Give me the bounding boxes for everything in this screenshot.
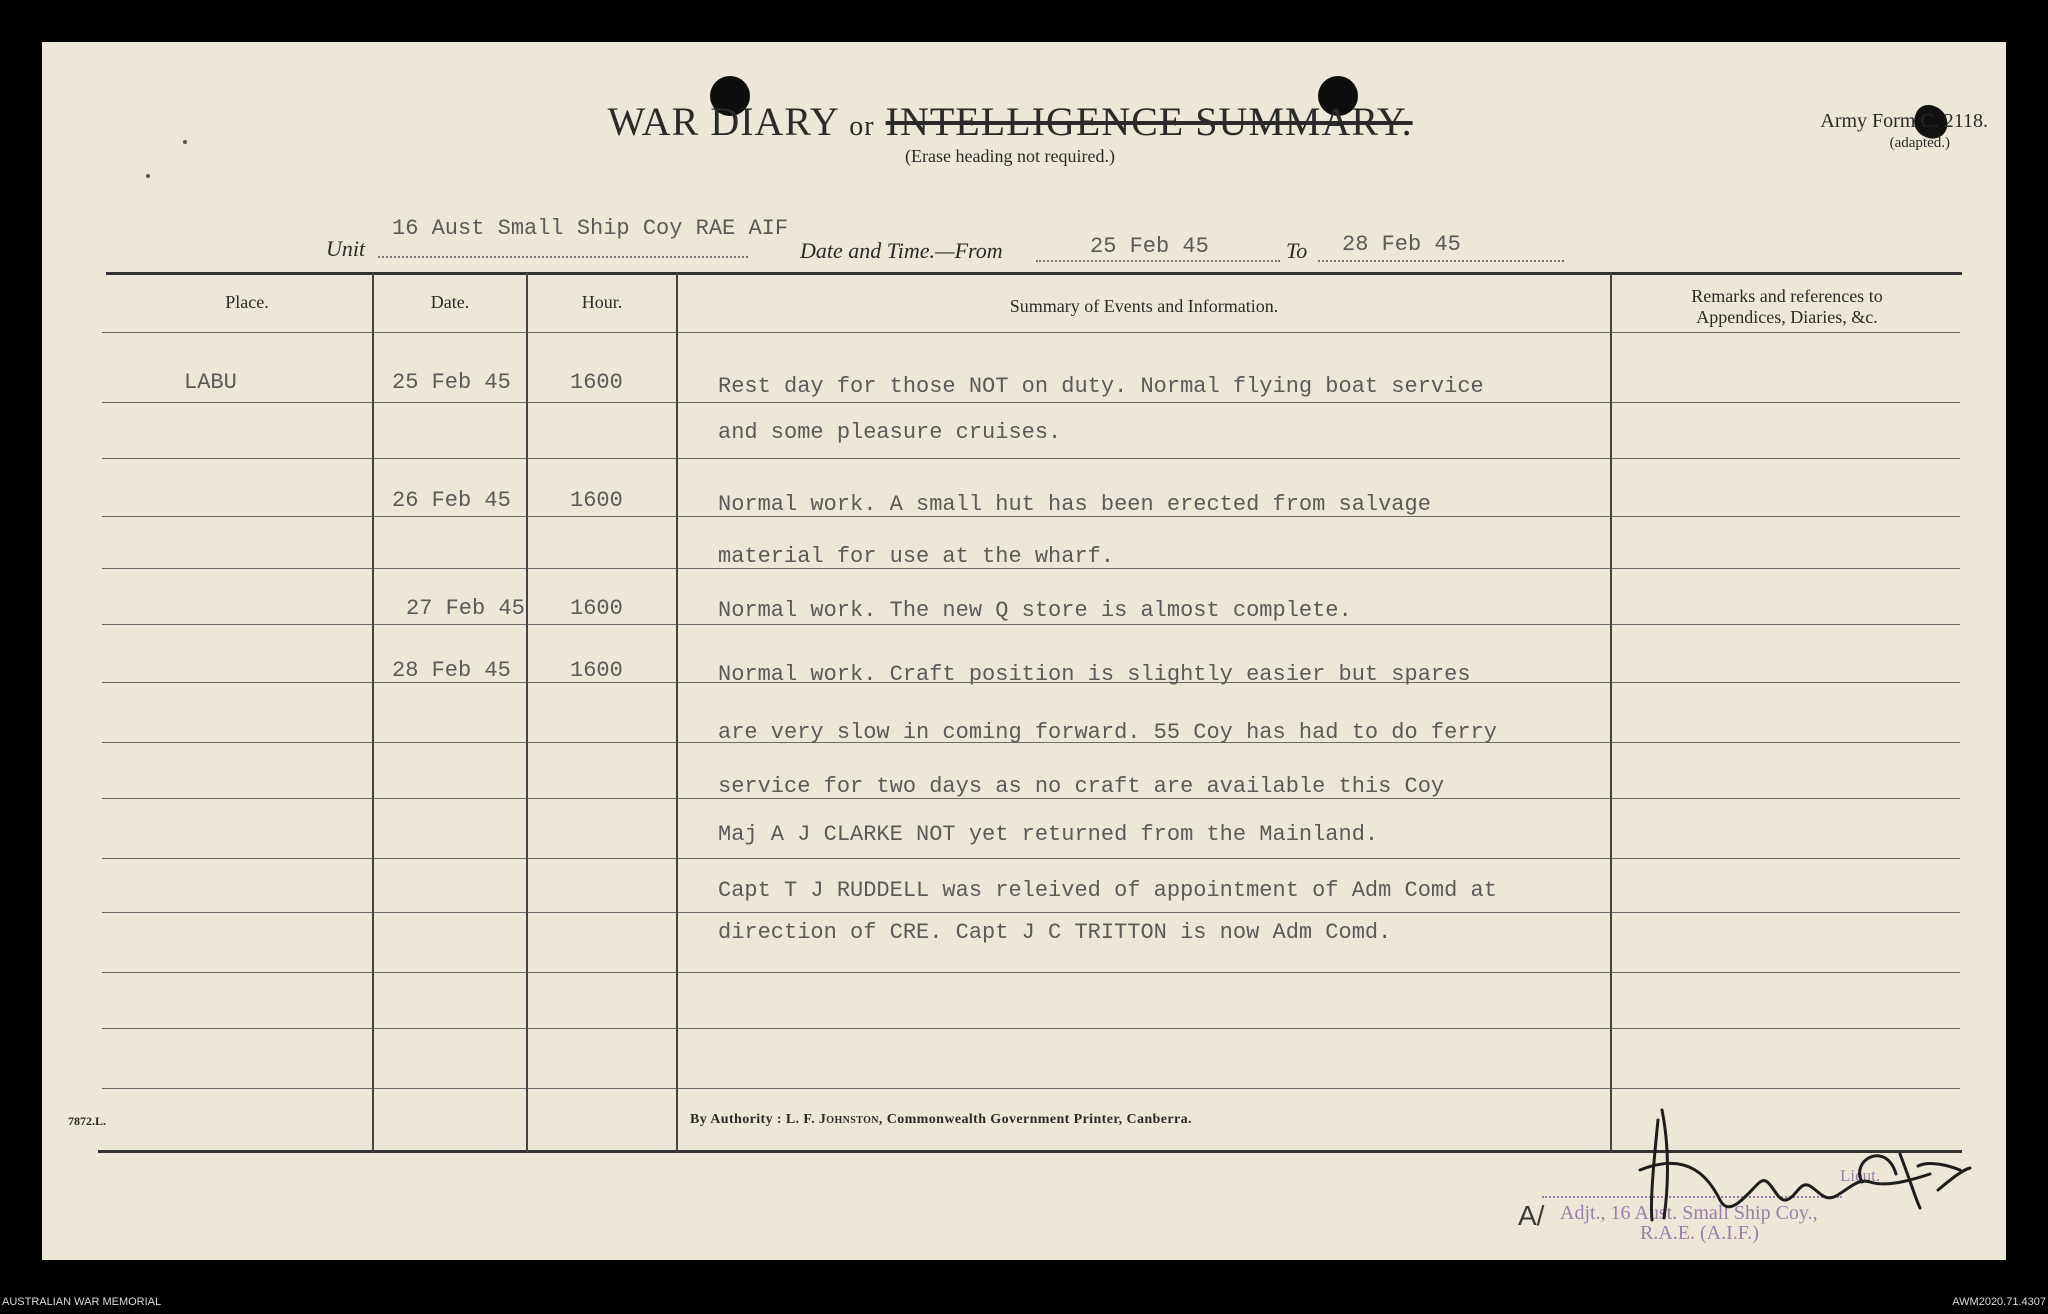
entry-hour: 1600 [570, 370, 623, 395]
authority-name: L. F. Johnston, [785, 1112, 883, 1127]
entry-line: Normal work. Craft position is slightly easier but spares [718, 662, 1471, 687]
entry-place: LABU [184, 370, 237, 395]
entry-date: 25 Feb 45 [392, 370, 511, 395]
unit-value: 16 Aust Small Ship Coy RAE AIF [392, 216, 789, 241]
header-remarks-line1: Remarks and references to [1691, 286, 1883, 306]
army-form-number: Army Form C. 2118. [1820, 110, 1988, 132]
form-code: 7872.L. [68, 1114, 107, 1128]
entry-line: Capt T J RUDDELL was releived of appointment of Adm Comd at [718, 878, 1497, 903]
header-summary: Summary of Events and Information. [1009, 296, 1279, 316]
paper-speck [183, 140, 187, 144]
entry-hour: 1600 [570, 658, 623, 683]
header-place: Place. [225, 292, 269, 312]
unit-label: Unit [326, 236, 366, 261]
stamp-lieut: Lieut. [1840, 1166, 1881, 1185]
title-war-diary: WAR DIARY [607, 99, 839, 144]
ruled-line [102, 1028, 1960, 1029]
entry-date: 26 Feb 45 [392, 488, 511, 513]
army-form-label [1820, 110, 1988, 154]
entry-line: service for two days as no craft are available this Coy [718, 774, 1445, 799]
column-divider-place [372, 272, 374, 1152]
ruled-line [102, 402, 1960, 403]
diary-table [62, 226, 1962, 1106]
authority-prefix: By Authority : [690, 1112, 782, 1127]
title-or: or [849, 111, 875, 142]
entry-line: Maj A J CLARKE NOT yet returned from the Mainland. [718, 822, 1379, 847]
entry-line: Normal work. A small hut has been erected from salvage [718, 492, 1431, 517]
entry-hour: 1600 [570, 596, 623, 621]
stamp-prefix: A/ [1518, 1200, 1545, 1231]
entry-line: and some pleasure cruises. [718, 420, 1062, 445]
entry-line: direction of CRE. Capt J C TRITTON is now Adm Comd. [718, 920, 1392, 945]
title-intelligence-summary: INTELLIGENCE SUMMARY. [885, 99, 1413, 144]
ruled-line [102, 858, 1960, 859]
stamp-rae-line: R.A.E. (A.I.F.) [1640, 1222, 1759, 1244]
ruled-line [102, 458, 1960, 459]
entry-line: Rest day for those NOT on duty. Normal flying boat service [718, 374, 1484, 399]
entry-date: 28 Feb 45 [392, 658, 511, 683]
entry-line: Normal work. The new Q store is almost complete. [718, 598, 1352, 623]
entry-hour: 1600 [570, 488, 623, 513]
stamp-adjt-line: Adjt., 16 Aust. Small Ship Coy., [1560, 1202, 1818, 1224]
army-form-adapted: (adapted.) [1889, 135, 1950, 151]
column-divider-summary [1610, 272, 1612, 1152]
entry-line: are very slow in coming forward. 55 Coy has had to do ferry [718, 720, 1497, 745]
column-divider-date [526, 272, 528, 1152]
accession-number: AWM2020.71.4307 [1952, 1296, 2046, 1308]
form-title [560, 98, 1460, 145]
header-remarks-line2: Appendices, Diaries, &c. [1696, 307, 1878, 327]
entry-line: material for use at the wharf. [718, 544, 1115, 569]
entry-date: 27 Feb 45 [406, 596, 525, 621]
paper-speck [146, 174, 150, 178]
authority-suffix: Commonwealth Government Printer, Canberra. [886, 1112, 1192, 1127]
header-remarks [1612, 286, 1962, 328]
ruled-line [102, 972, 1960, 973]
handwritten-signature [1600, 1070, 1980, 1230]
ruled-line [102, 624, 1960, 625]
source-caption: AUSTRALIAN WAR MEMORIAL [2, 1296, 162, 1308]
to-date-value: 28 Feb 45 [1342, 232, 1461, 257]
erase-note: (Erase heading not required.) [905, 146, 1115, 166]
to-label: To [1286, 238, 1308, 263]
from-date-value: 25 Feb 45 [1090, 234, 1209, 259]
printer-authority [690, 1112, 1192, 1128]
table-top-border [106, 272, 1962, 275]
header-hour: Hour. [581, 292, 623, 312]
date-time-label: Date and Time.—From [800, 238, 1003, 263]
column-divider-hour [676, 272, 678, 1152]
header-date: Date. [430, 292, 470, 312]
ruled-line [102, 912, 1960, 913]
ruled-line [102, 332, 1960, 333]
